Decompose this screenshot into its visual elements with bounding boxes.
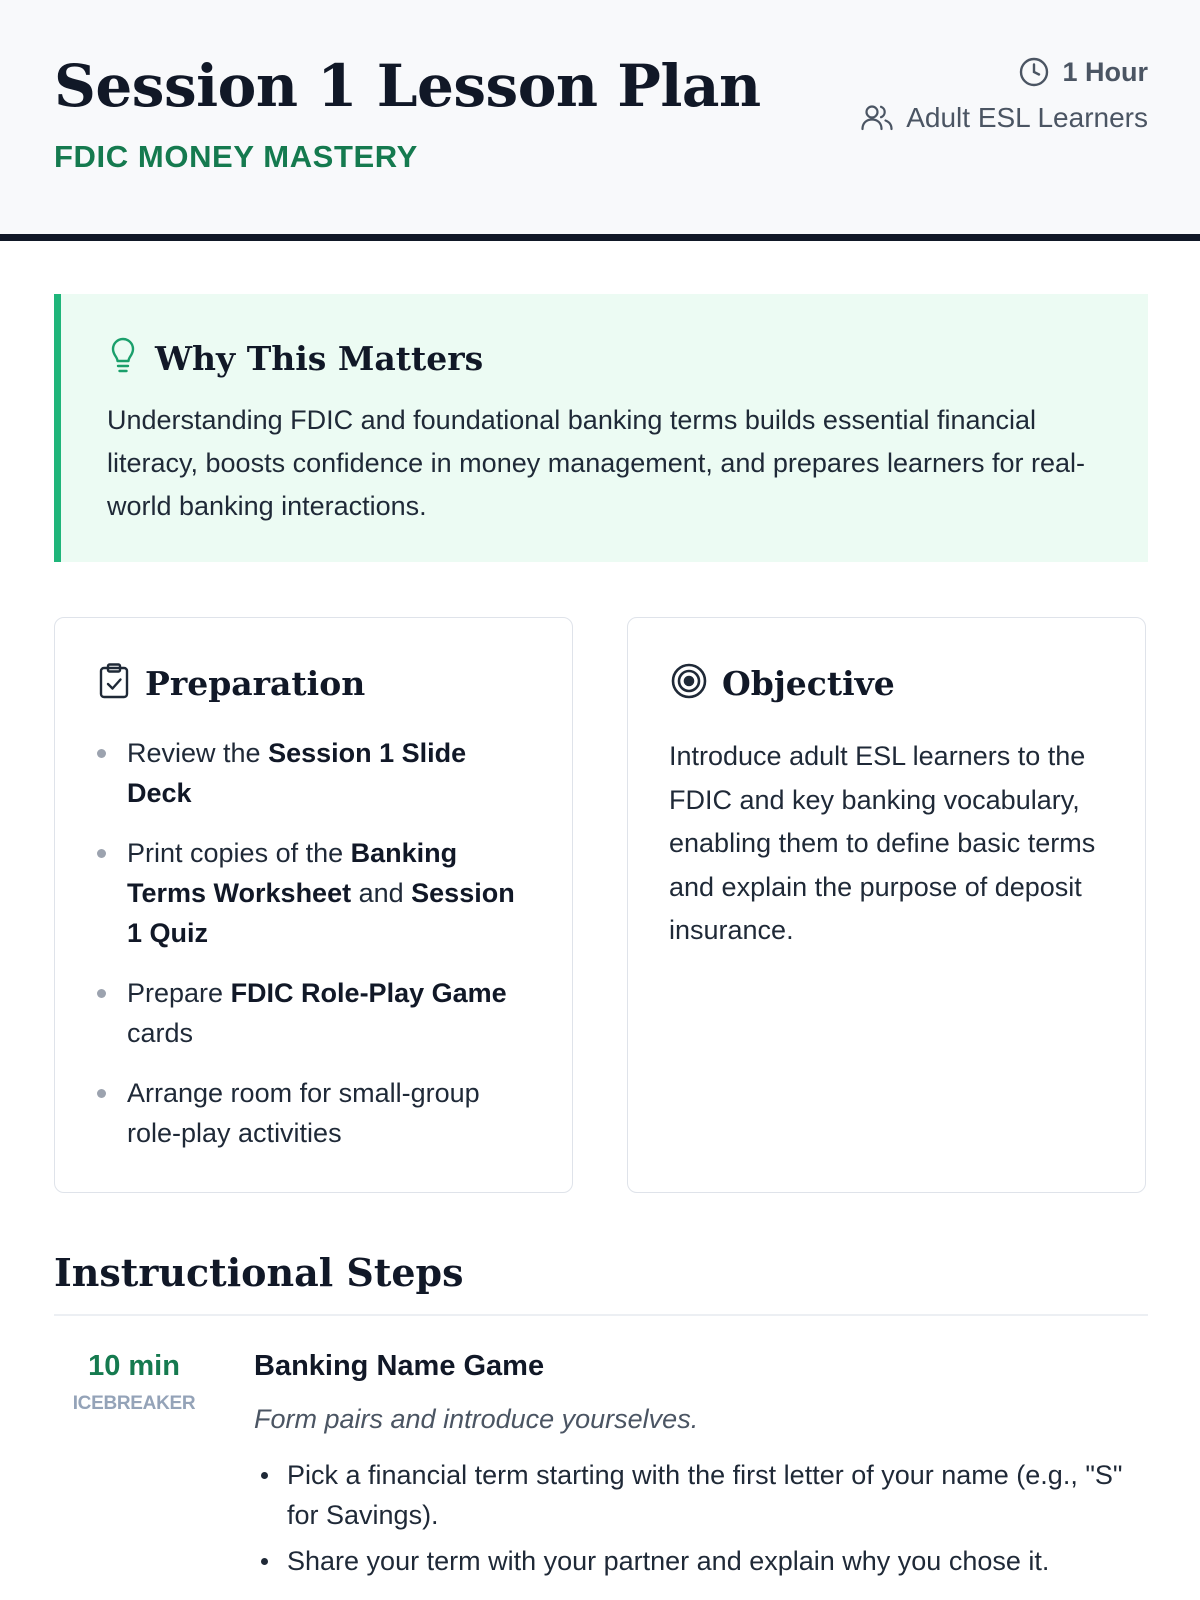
objective-body: Introduce adult ESL learners to the FDIC and key banking vocabulary, enabling them to define basic terms and explain the purpose of deposit insurance. bbox=[669, 741, 1096, 945]
list-item: Review the Session 1 Slide Deck bbox=[97, 733, 537, 813]
list-item: Pick a financial term starting with the first letter of your name (e.g., "S" for Savings). bbox=[254, 1455, 1134, 1535]
duration-label: 1 Hour bbox=[1062, 56, 1148, 87]
list-item: Prepare FDIC Role-Play Game cards bbox=[97, 973, 537, 1053]
target-icon bbox=[670, 662, 708, 705]
audience-label: Adult ESL Learners bbox=[906, 102, 1148, 133]
why-heading bbox=[107, 336, 483, 381]
instructional-steps-title: Instructional Steps bbox=[54, 1250, 464, 1295]
step-list bbox=[254, 1455, 1134, 1587]
header-divider bbox=[0, 234, 1200, 241]
objective-heading bbox=[670, 662, 895, 705]
audience-meta bbox=[860, 102, 1148, 134]
clock-icon bbox=[1018, 56, 1050, 88]
section-divider bbox=[54, 1314, 1148, 1316]
list-item: Share your term with your partner and explain why you chose it. bbox=[254, 1541, 1134, 1581]
objective-title: Objective bbox=[722, 664, 895, 703]
step-duration: 10 min bbox=[88, 1350, 180, 1382]
page-subtitle: FDIC MONEY MASTERY bbox=[54, 139, 418, 174]
page-header bbox=[0, 0, 1200, 234]
preparation-card bbox=[54, 617, 573, 1193]
step-lead: Form pairs and introduce yourselves. bbox=[254, 1404, 699, 1434]
objective-card bbox=[627, 617, 1146, 1193]
why-this-matters-callout bbox=[54, 294, 1148, 562]
page-title: Session 1 Lesson Plan bbox=[54, 52, 761, 120]
list-item: Print copies of the Banking Terms Worksheet and Session 1 Quiz bbox=[97, 833, 537, 953]
step-type: ICEBREAKER bbox=[72, 1393, 196, 1414]
preparation-list bbox=[97, 733, 537, 1173]
preparation-heading bbox=[97, 662, 365, 705]
users-icon bbox=[860, 102, 894, 134]
clipboard-check-icon bbox=[97, 662, 131, 705]
list-item: Arrange room for small-group role-play activities bbox=[97, 1073, 537, 1153]
preparation-title: Preparation bbox=[145, 664, 366, 703]
step-title: Banking Name Game bbox=[254, 1350, 545, 1382]
duration-meta bbox=[1018, 56, 1148, 88]
why-body: Understanding FDIC and foundational banking terms builds essential financial literacy, boosts confidence in money management, and prepares learners for real-world banking interactions. bbox=[107, 405, 1086, 521]
lightbulb-icon bbox=[107, 336, 139, 381]
why-title: Why This Matters bbox=[155, 339, 484, 378]
